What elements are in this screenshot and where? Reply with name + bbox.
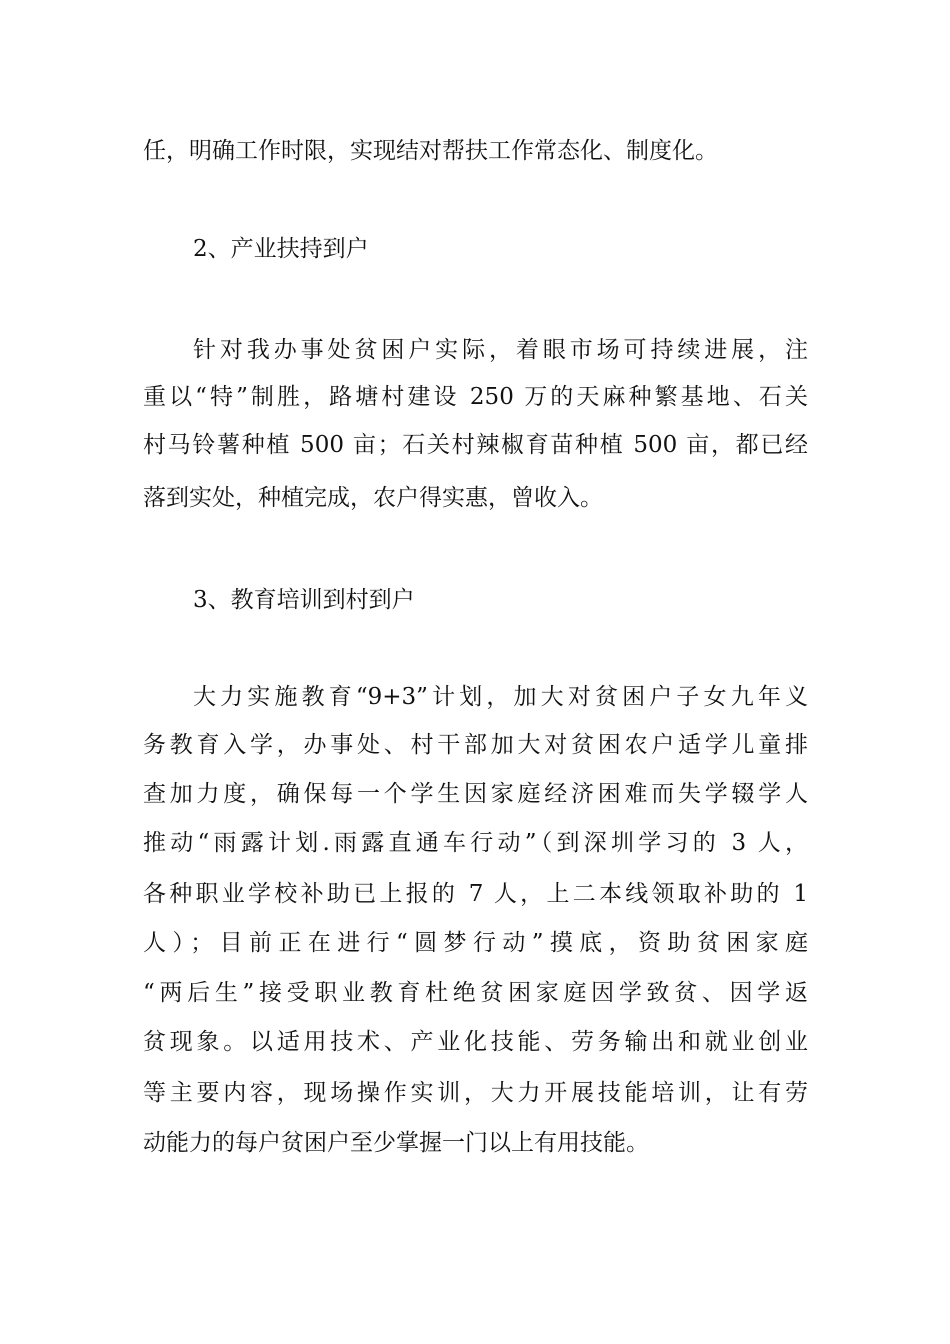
paragraph-line: 贫现象。以适用技术、产业化技能、劳务输出和就业创业 bbox=[143, 1029, 808, 1055]
section-heading-education-training: 3、教育培训到村到户 bbox=[193, 587, 415, 613]
section-heading-industry-support: 2、产业扶持到户 bbox=[193, 236, 369, 262]
paragraph-line: 等主要内容，现场操作实训，大力开展技能培训，让有劳 bbox=[143, 1080, 808, 1106]
paragraph-line: 大力实施教育“9+3”计划，加大对贫困户子女九年义 bbox=[193, 684, 808, 710]
paragraph-line: 落到实处，种植完成，农户得实惠，曾收入。 bbox=[143, 485, 603, 511]
paragraph-line: “两后生”接受职业教育杜绝贫困家庭因学致贫、因学返 bbox=[143, 980, 808, 1006]
paragraph-line: 查加力度，确保每一个学生因家庭经济困难而失学辍学人 bbox=[143, 781, 808, 807]
paragraph-line: 人）；目前正在进行“圆梦行动”摸底，资助贫困家庭 bbox=[143, 930, 808, 956]
paragraph-line: 各种职业学校补助已上报的 7 人，上二本线领取补助的 1 bbox=[143, 881, 808, 907]
paragraph-line: 村马铃薯种植 500 亩；石关村辣椒育苗种植 500 亩，都已经 bbox=[143, 432, 808, 458]
paragraph-line: 推动“雨露计划.雨露直通车行动”（到深圳学习的 3 人， bbox=[143, 830, 808, 856]
paragraph-line: 务教育入学，办事处、村干部加大对贫困农户适学儿童排 bbox=[143, 732, 808, 758]
paragraph-line: 针对我办事处贫困户实际，着眼市场可持续进展，注 bbox=[193, 337, 808, 363]
paragraph-line: 动能力的每户贫困户至少掌握一门以上有用技能。 bbox=[143, 1130, 649, 1156]
paragraph-line: 重以“特”制胜，路塘村建设 250 万的天麻种繁基地、石关 bbox=[143, 384, 808, 410]
paragraph-continuation-line: 任，明确工作时限，实现结对帮扶工作常态化、制度化。 bbox=[143, 138, 718, 164]
